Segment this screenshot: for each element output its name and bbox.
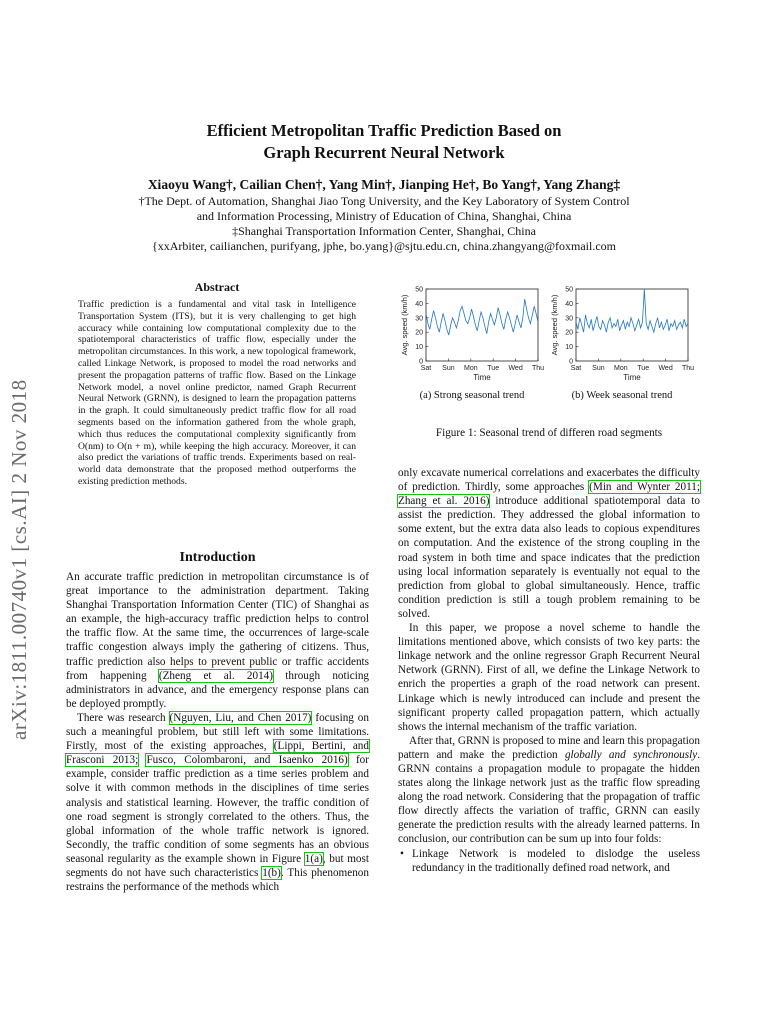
right-paragraph-2: In this paper, we propose a novel scheme to handle the limitations mentioned above, which consists of two key parts: the linkage network and the online regressor Graph Recurrent Neural Network (GRNN). First of all, we define the Linkage Network to enrich the properties a graph of the road network can present. Linkage which is newly introduced can include and present the significant property called propagation pattern, which actually shows the internal mechanism of the traffic variation. — [398, 622, 700, 733]
x-tick-label: Sat — [420, 365, 432, 372]
plot-frame — [576, 289, 688, 361]
x-axis-label: Time — [473, 373, 491, 382]
text-run: introduce additional spatiotemporal data to assist the prediction. They addressed the global information to some extent, but the extra data also leads to copious expenditures on computation. And the existence of the strong coupling in the road system in both time and space indicates that the prediction using local information separately is eventually not equal to the prediction from global to global simultaneously. Hence, traffic condition prediction is still a tough problem remaining to be solved. — [398, 495, 700, 620]
x-tick-label: Mon — [463, 365, 478, 372]
speed-series-line — [426, 299, 538, 335]
x-tick-label: Wed — [658, 365, 673, 372]
x-tick-label: Sun — [442, 365, 455, 372]
y-tick-label: 20 — [565, 329, 573, 337]
x-tick-label: Tue — [637, 365, 650, 372]
x-tick-label: Wed — [508, 365, 523, 372]
figure-1-plots — [398, 283, 698, 388]
citation-lippi-2013[interactable]: (Lippi, Bertini, and Frasconi 2013; — [66, 740, 369, 767]
x-tick-label: Sat — [570, 365, 582, 372]
text-run: . This phenomenon restrains the performance of the methods which — [66, 866, 369, 894]
citation-zheng-2014[interactable]: (Zheng et al. 2014) — [158, 669, 274, 682]
text-run: , but most segments do not have such characteristics — [66, 852, 369, 879]
affiliation-1: †The Dept. of Automation, Shanghai Jiao Tong University, and the Key Laboratory of System Control — [138, 194, 630, 208]
citation-fusco-2016[interactable]: Fusco, Colombaroni, and Isaenko 2016) — [146, 754, 348, 767]
author-list: Xiaoyu Wang†, Cailian Chen†, Yang Min†, Jianping He†, Bo Yang†, Yang Zhang‡ — [147, 177, 621, 192]
y-tick-label: 0 — [569, 358, 573, 366]
intro-paragraph-2 — [66, 711, 369, 894]
affiliation-2: and Information Processing, Ministry of Education of China, Shanghai, China — [196, 209, 572, 223]
affiliation-3: ‡Shanghai Transportation Information Center, Shanghai, China — [232, 224, 536, 238]
citation-min-2011[interactable]: (Min and Wynter 2011; — [589, 481, 700, 494]
y-axis-label: Avg. speed (km/h) — [400, 294, 409, 356]
x-tick-label: Thu — [531, 365, 545, 372]
y-tick-label: 40 — [415, 300, 423, 308]
y-axis-label: Avg. speed (km/h) — [550, 294, 559, 356]
plot-strong-seasonal — [400, 287, 544, 383]
author-emails: {xxArbiter, cailianchen, purifyang, jphe, bo.yang}@sjtu.edu.cn, china.zhangyang@foxmail.com — [151, 239, 616, 253]
y-tick-label: 10 — [415, 344, 423, 352]
figure-ref-1b[interactable]: 1(b) — [262, 866, 281, 879]
speed-series-line — [576, 289, 688, 332]
right-paragraph-1 — [398, 466, 700, 621]
plot-week-seasonal — [550, 287, 694, 383]
arxiv-identifier: arXiv:1811.00740v1 [cs.AI] 2 Nov 2018 — [7, 379, 31, 740]
x-tick-label: Thu — [681, 365, 695, 372]
y-tick-label: 0 — [419, 358, 423, 366]
subcaption-a: (a) Strong seasonal trend — [419, 390, 525, 401]
y-tick-label: 50 — [565, 286, 573, 294]
x-tick-label: Tue — [487, 365, 500, 372]
y-tick-label: 30 — [415, 315, 423, 323]
right-paragraph-3 — [398, 734, 700, 847]
left-column-text — [66, 570, 369, 894]
text-run: . GRNN contains a propagation module to propagate the hidden states along the linkage network just as the traffic flow spreading along the road network. Considering that the propagation of traffic flow directly affects the variation of traffic, GRNN can easily generate the prediction results with the already learned patterns. In conclusion, our contribution can be sum up into four folds: — [398, 748, 700, 846]
contribution-item-1: • Linkage Network is modeled to dislodge the useless redundancy in the traditionally defined road network, and — [412, 847, 700, 875]
x-tick-label: Mon — [613, 365, 628, 372]
subcaption-b: (b) Week seasonal trend — [571, 390, 673, 401]
abstract-body: Traffic prediction is a fundamental and vital task in Intelligence Transportation System (ITS), but it is very challenging to get high accuracy while containing low computational complexity due to the spatiotemporal characteristics of traffic flow, especially under the metropolitan circumstances. In this work, a new topological framework, called Linkage Network, is proposed to model the road networks and present the propagation patterns of traffic flow. Based on the Linkage Network model, a novel online predictor, named Graph Recurrent Neural Network (GRNN), is designed to learn the propagation patterns in the graph. It could simultaneously predict traffic flow for all road segments based on the information gathered from the whole graph, which thus reduces the computational complexity significantly from O(nm) to O(n + m), while keeping the high accuracy. Moreover, it can also predict the variations of traffic trends. Experiments based on real-world data demonstrate that the proposed method outperforms the existing prediction methods. — [78, 299, 356, 487]
y-tick-label: 20 — [415, 329, 423, 337]
paper-title-line2: Graph Recurrent Neural Network — [263, 143, 505, 162]
figure-ref-1a[interactable]: 1(a) — [304, 852, 323, 865]
emphasis: globally and synchronously — [564, 748, 698, 761]
citation-zhang-2016[interactable]: Zhang et al. 2016) — [398, 495, 490, 508]
abstract-heading: Abstract — [194, 280, 240, 294]
text-run: focusing on such a meaningful problem, but still left with some limitations. Firstly, most of the existing approaches, — [66, 711, 369, 753]
text-run: through noticing administrators in advance, and the emergency response plans can be deployed promptly. — [66, 669, 370, 710]
x-axis-label: Time — [623, 373, 641, 382]
text-run: An accurate traffic prediction in metropolitan circumstance is of great importance to the administration department. Taking Shanghai Transportation Information Center (TIC) of Shanghai as an example, the high-accuracy traffic prediction helps to control the traffic flow. At the same time, the occurrences of large-scale traffic congestion always imply the gathering of citizens. Thus, traffic prediction also helps to prevent public or traffic accidents from happening — [66, 571, 369, 682]
intro-paragraph-1 — [66, 570, 369, 711]
text-run: for example, consider traffic prediction as a time series problem and solve it with common methods in the disciplines of time series analysis and statistical learning. However, the traffic condition of one road segment is strongly correlated to the others. Thus, the global information of the whole traffic network is ignored. Secondly, the traffic condition of some segments has an obvious seasonal regularity as the example shown in Figure — [66, 754, 369, 865]
citation-nguyen-2017[interactable]: (Nguyen, Liu, and Chen 2017) — [169, 711, 312, 724]
text-run: After that, GRNN is proposed to mine and learn this propagation pattern and make the prediction — [398, 734, 700, 761]
y-tick-label: 10 — [565, 344, 573, 352]
introduction-heading: Introduction — [179, 550, 256, 565]
y-tick-label: 50 — [415, 286, 423, 294]
x-tick-label: Sun — [592, 365, 605, 372]
contribution-list — [398, 847, 700, 875]
figure-1-caption: Figure 1: Seasonal trend of differen road segments — [435, 427, 663, 439]
text-run: There was research — [77, 711, 170, 724]
y-tick-label: 30 — [565, 315, 573, 323]
right-column-text — [398, 466, 700, 875]
y-tick-label: 40 — [565, 300, 573, 308]
paper-title-line1: Efficient Metropolitan Traffic Prediction Based on — [206, 121, 562, 140]
text-run: only excavate numerical correlations and exacerbates the difficulty of prediction. Thirdly, some approaches — [398, 467, 700, 494]
